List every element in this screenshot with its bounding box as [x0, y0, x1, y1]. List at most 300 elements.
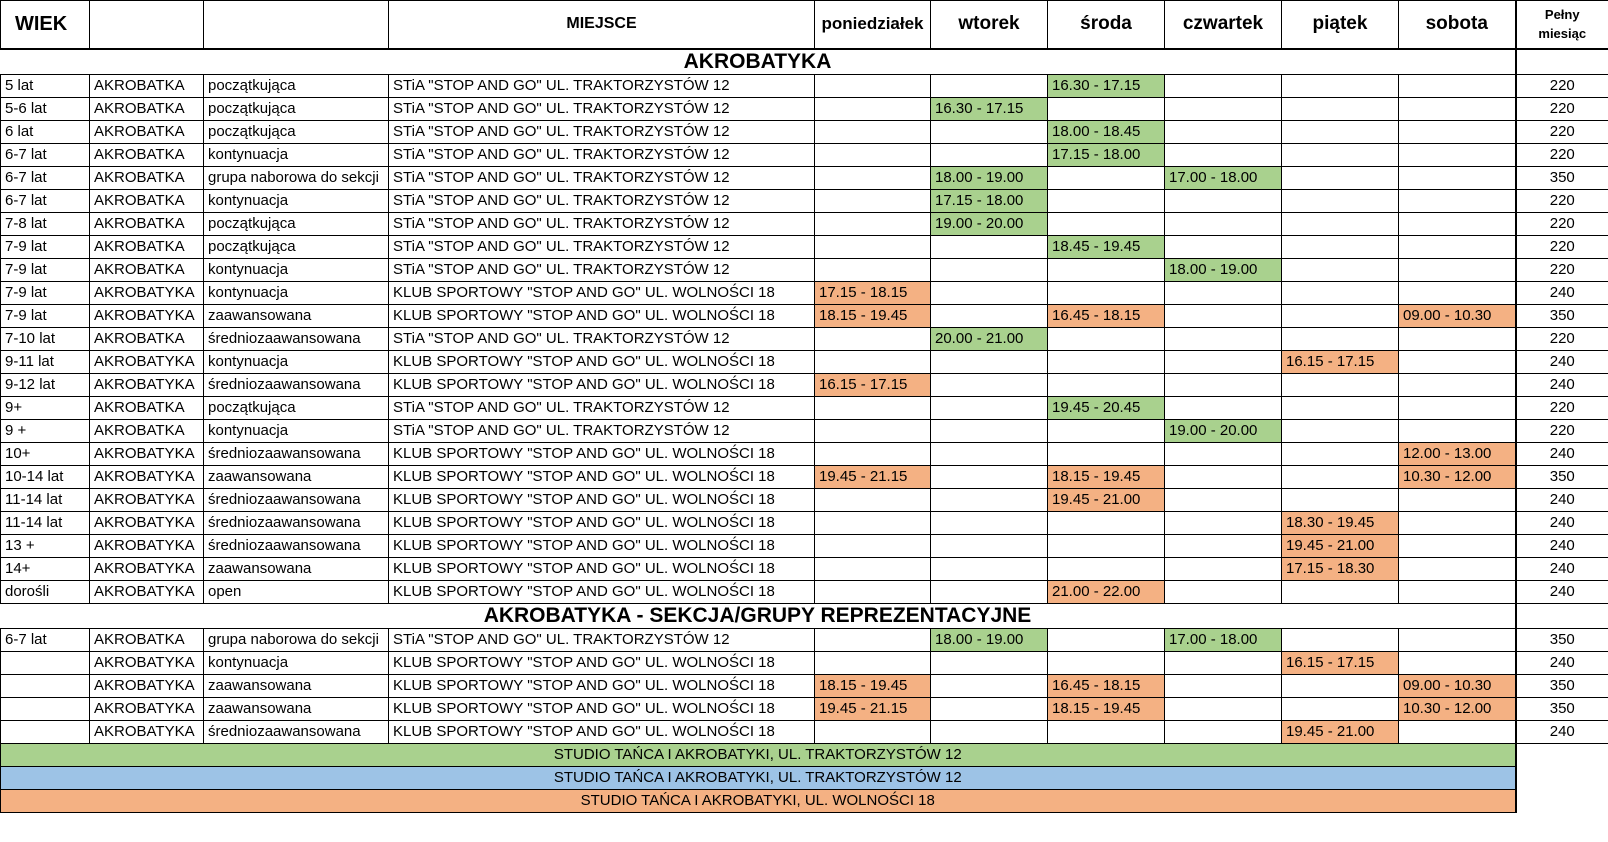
cell-discipline: AKROBATYKA [90, 580, 204, 603]
cell-discipline: AKROBATYKA [90, 488, 204, 511]
cell-time-wednesday [1048, 189, 1165, 212]
cell-discipline: AKROBATYKA [90, 697, 204, 720]
header-day-wednesday: środa [1048, 1, 1165, 49]
cell-time-saturday [1399, 350, 1516, 373]
cell-time-saturday [1399, 511, 1516, 534]
cell-age [1, 674, 90, 697]
cell-time-thursday [1165, 534, 1282, 557]
cell-time-thursday [1165, 327, 1282, 350]
cell-time-tuesday [931, 304, 1048, 327]
cell-level: średniozaawansowana [204, 511, 389, 534]
cell-time-saturday [1399, 534, 1516, 557]
cell-time-friday: 16.15 - 17.15 [1282, 350, 1399, 373]
cell-time-saturday: 10.30 - 12.00 [1399, 465, 1516, 488]
section-header-row [1, 603, 1608, 628]
cell-price: 220 [1516, 212, 1608, 235]
cell-discipline: AKROBATKA [90, 120, 204, 143]
cell-price: 240 [1516, 281, 1608, 304]
cell-time-saturday [1399, 557, 1516, 580]
cell-level: grupa naborowa do sekcji [204, 628, 389, 651]
cell-age: 11-14 lat [1, 511, 90, 534]
cell-time-friday [1282, 166, 1399, 189]
cell-age: 5-6 lat [1, 97, 90, 120]
header-full-month [1516, 1, 1608, 49]
cell-time-saturday [1399, 651, 1516, 674]
cell-price: 240 [1516, 557, 1608, 580]
table-row [1, 488, 1608, 511]
section-price-cell [1516, 603, 1608, 628]
cell-discipline: AKROBATYKA [90, 304, 204, 327]
cell-place: KLUB SPORTOWY "STOP AND GO" UL. WOLNOŚCI 18 [389, 580, 815, 603]
table-row [1, 511, 1608, 534]
table-row [1, 465, 1608, 488]
header-full-month-line1: Pełny [1544, 7, 1580, 23]
cell-time-thursday [1165, 212, 1282, 235]
cell-discipline: AKROBATYKA [90, 674, 204, 697]
cell-time-wednesday [1048, 720, 1165, 743]
cell-time-wednesday: 19.45 - 21.00 [1048, 488, 1165, 511]
cell-time-friday [1282, 697, 1399, 720]
cell-time-thursday: 19.00 - 20.00 [1165, 419, 1282, 442]
cell-place: KLUB SPORTOWY "STOP AND GO" UL. WOLNOŚCI 18 [389, 350, 815, 373]
cell-time-tuesday [931, 74, 1048, 97]
cell-time-monday [815, 212, 931, 235]
cell-price: 240 [1516, 488, 1608, 511]
table-row [1, 143, 1608, 166]
table-row [1, 720, 1608, 743]
cell-time-tuesday: 16.30 - 17.15 [931, 97, 1048, 120]
cell-discipline: AKROBATYKA [90, 511, 204, 534]
cell-time-monday [815, 327, 931, 350]
cell-time-monday: 19.45 - 21.15 [815, 697, 931, 720]
cell-time-tuesday [931, 465, 1048, 488]
cell-time-tuesday [931, 373, 1048, 396]
cell-discipline: AKROBATKA [90, 189, 204, 212]
cell-discipline: AKROBATKA [90, 212, 204, 235]
cell-place: STiA "STOP AND GO" UL. TRAKTORZYSTÓW 12 [389, 189, 815, 212]
cell-discipline: AKROBATKA [90, 235, 204, 258]
cell-discipline: AKROBATKA [90, 327, 204, 350]
cell-level: zaawansowana [204, 304, 389, 327]
cell-time-thursday: 18.00 - 19.00 [1165, 258, 1282, 281]
cell-time-friday: 18.30 - 19.45 [1282, 511, 1399, 534]
cell-price: 350 [1516, 304, 1608, 327]
table-row [1, 396, 1608, 419]
cell-place: STiA "STOP AND GO" UL. TRAKTORZYSTÓW 12 [389, 258, 815, 281]
cell-time-monday [815, 258, 931, 281]
cell-time-monday: 17.15 - 18.15 [815, 281, 931, 304]
cell-time-friday [1282, 235, 1399, 258]
cell-price: 350 [1516, 674, 1608, 697]
cell-time-thursday: 17.00 - 18.00 [1165, 166, 1282, 189]
cell-level: kontynuacja [204, 258, 389, 281]
cell-level: początkująca [204, 74, 389, 97]
header-place: MIEJSCE [389, 1, 815, 49]
cell-level: średniozaawansowana [204, 720, 389, 743]
cell-age: 6-7 lat [1, 628, 90, 651]
cell-discipline: AKROBATYKA [90, 534, 204, 557]
cell-time-wednesday: 19.45 - 20.45 [1048, 396, 1165, 419]
cell-time-saturday [1399, 212, 1516, 235]
header-col2 [90, 1, 204, 49]
header-day-friday: piątek [1282, 1, 1399, 49]
cell-time-saturday: 09.00 - 10.30 [1399, 304, 1516, 327]
cell-time-tuesday [931, 697, 1048, 720]
cell-age: 11-14 lat [1, 488, 90, 511]
cell-time-monday [815, 120, 931, 143]
cell-age: 7-8 lat [1, 212, 90, 235]
cell-time-thursday [1165, 580, 1282, 603]
cell-time-monday [815, 557, 931, 580]
cell-discipline: AKROBATKA [90, 419, 204, 442]
cell-time-friday: 16.15 - 17.15 [1282, 651, 1399, 674]
cell-place: STiA "STOP AND GO" UL. TRAKTORZYSTÓW 12 [389, 97, 815, 120]
cell-age: 7-9 lat [1, 258, 90, 281]
cell-time-monday [815, 534, 931, 557]
cell-time-tuesday [931, 258, 1048, 281]
cell-time-tuesday [931, 281, 1048, 304]
section-header-row [1, 49, 1608, 75]
cell-age: 9-12 lat [1, 373, 90, 396]
header-age: WIEK [1, 1, 90, 49]
cell-time-wednesday: 21.00 - 22.00 [1048, 580, 1165, 603]
cell-time-friday [1282, 281, 1399, 304]
cell-time-friday: 19.45 - 21.00 [1282, 720, 1399, 743]
cell-place: KLUB SPORTOWY "STOP AND GO" UL. WOLNOŚCI 18 [389, 488, 815, 511]
legend-empty-cell [1516, 743, 1608, 766]
cell-time-friday [1282, 419, 1399, 442]
table-row [1, 697, 1608, 720]
cell-level: kontynuacja [204, 143, 389, 166]
cell-time-wednesday [1048, 281, 1165, 304]
cell-age: 9-11 lat [1, 350, 90, 373]
cell-time-tuesday: 17.15 - 18.00 [931, 189, 1048, 212]
cell-time-thursday [1165, 143, 1282, 166]
cell-time-tuesday [931, 120, 1048, 143]
cell-price: 220 [1516, 258, 1608, 281]
cell-time-friday [1282, 258, 1399, 281]
cell-time-tuesday [931, 580, 1048, 603]
cell-time-saturday: 12.00 - 13.00 [1399, 442, 1516, 465]
cell-price: 220 [1516, 235, 1608, 258]
cell-time-friday [1282, 396, 1399, 419]
cell-level: kontynuacja [204, 189, 389, 212]
cell-discipline: AKROBATKA [90, 258, 204, 281]
legend-empty-cell [1516, 789, 1608, 812]
cell-time-wednesday: 18.00 - 18.45 [1048, 120, 1165, 143]
cell-level: średniozaawansowana [204, 534, 389, 557]
cell-time-tuesday: 18.00 - 19.00 [931, 628, 1048, 651]
cell-age: 6-7 lat [1, 189, 90, 212]
cell-time-friday [1282, 580, 1399, 603]
table-row [1, 580, 1608, 603]
section-title: AKROBATYKA - SEKCJA/GRUPY REPREZENTACYJNE [1, 603, 1516, 628]
cell-time-wednesday: 18.15 - 19.45 [1048, 465, 1165, 488]
cell-time-thursday [1165, 697, 1282, 720]
cell-time-friday [1282, 143, 1399, 166]
cell-age [1, 697, 90, 720]
cell-age: 7-10 lat [1, 327, 90, 350]
cell-age: 7-9 lat [1, 304, 90, 327]
cell-time-thursday [1165, 511, 1282, 534]
table-row [1, 97, 1608, 120]
cell-time-monday [815, 350, 931, 373]
cell-place: KLUB SPORTOWY "STOP AND GO" UL. WOLNOŚCI 18 [389, 697, 815, 720]
cell-place: KLUB SPORTOWY "STOP AND GO" UL. WOLNOŚCI 18 [389, 651, 815, 674]
cell-place: STiA "STOP AND GO" UL. TRAKTORZYSTÓW 12 [389, 143, 815, 166]
cell-time-monday: 18.15 - 19.45 [815, 304, 931, 327]
cell-time-wednesday [1048, 97, 1165, 120]
cell-discipline: AKROBATYKA [90, 557, 204, 580]
table-row [1, 258, 1608, 281]
cell-price: 220 [1516, 189, 1608, 212]
cell-time-wednesday: 16.45 - 18.15 [1048, 674, 1165, 697]
cell-level: kontynuacja [204, 350, 389, 373]
cell-time-tuesday [931, 442, 1048, 465]
cell-price: 350 [1516, 697, 1608, 720]
cell-price: 220 [1516, 120, 1608, 143]
cell-time-tuesday [931, 557, 1048, 580]
cell-time-monday [815, 511, 931, 534]
cell-time-thursday [1165, 557, 1282, 580]
cell-price: 220 [1516, 419, 1608, 442]
cell-time-saturday [1399, 281, 1516, 304]
cell-place: KLUB SPORTOWY "STOP AND GO" UL. WOLNOŚCI 18 [389, 534, 815, 557]
cell-age: 7-9 lat [1, 235, 90, 258]
header-day-monday: poniedziałek [815, 1, 931, 49]
cell-time-wednesday [1048, 212, 1165, 235]
cell-time-wednesday: 18.15 - 19.45 [1048, 697, 1165, 720]
cell-time-tuesday [931, 143, 1048, 166]
legend-label: STUDIO TAŃCA I AKROBATYKI, UL. WOLNOŚCI 18 [1, 789, 1516, 812]
cell-level: początkująca [204, 120, 389, 143]
cell-level: zaawansowana [204, 557, 389, 580]
cell-time-saturday [1399, 488, 1516, 511]
cell-time-monday [815, 580, 931, 603]
cell-time-tuesday [931, 235, 1048, 258]
cell-time-friday [1282, 327, 1399, 350]
cell-time-saturday [1399, 327, 1516, 350]
cell-age: 14+ [1, 557, 90, 580]
cell-time-friday [1282, 74, 1399, 97]
cell-time-saturday: 09.00 - 10.30 [1399, 674, 1516, 697]
header-day-saturday: sobota [1399, 1, 1516, 49]
cell-time-friday [1282, 120, 1399, 143]
cell-time-saturday [1399, 396, 1516, 419]
cell-price: 350 [1516, 628, 1608, 651]
cell-time-saturday [1399, 120, 1516, 143]
cell-level: zaawansowana [204, 674, 389, 697]
cell-level: początkująca [204, 235, 389, 258]
cell-time-thursday [1165, 396, 1282, 419]
cell-price: 220 [1516, 97, 1608, 120]
cell-place: KLUB SPORTOWY "STOP AND GO" UL. WOLNOŚCI 18 [389, 442, 815, 465]
table-row [1, 373, 1608, 396]
table-row [1, 557, 1608, 580]
cell-place: KLUB SPORTOWY "STOP AND GO" UL. WOLNOŚCI 18 [389, 304, 815, 327]
cell-price: 350 [1516, 166, 1608, 189]
table-row [1, 534, 1608, 557]
header-row [1, 1, 1608, 49]
cell-place: STiA "STOP AND GO" UL. TRAKTORZYSTÓW 12 [389, 166, 815, 189]
legend-label: STUDIO TAŃCA I AKROBATYKI, UL. TRAKTORZYSTÓW 12 [1, 766, 1516, 789]
cell-level: średniozaawansowana [204, 327, 389, 350]
cell-time-friday [1282, 488, 1399, 511]
cell-discipline: AKROBATKA [90, 166, 204, 189]
cell-time-saturday [1399, 74, 1516, 97]
table-row [1, 350, 1608, 373]
cell-time-thursday [1165, 442, 1282, 465]
cell-time-monday [815, 488, 931, 511]
cell-place: KLUB SPORTOWY "STOP AND GO" UL. WOLNOŚCI 18 [389, 281, 815, 304]
cell-time-thursday [1165, 720, 1282, 743]
table-row [1, 442, 1608, 465]
cell-time-wednesday: 16.45 - 18.15 [1048, 304, 1165, 327]
cell-level: początkująca [204, 97, 389, 120]
table-row [1, 235, 1608, 258]
cell-place: KLUB SPORTOWY "STOP AND GO" UL. WOLNOŚCI 18 [389, 720, 815, 743]
cell-price: 240 [1516, 580, 1608, 603]
cell-age: 10-14 lat [1, 465, 90, 488]
cell-age: 10+ [1, 442, 90, 465]
cell-time-saturday: 10.30 - 12.00 [1399, 697, 1516, 720]
cell-time-monday [815, 628, 931, 651]
cell-time-monday [815, 396, 931, 419]
cell-time-thursday [1165, 97, 1282, 120]
cell-age: 7-9 lat [1, 281, 90, 304]
cell-time-saturday [1399, 628, 1516, 651]
cell-time-friday: 19.45 - 21.00 [1282, 534, 1399, 557]
cell-time-monday [815, 235, 931, 258]
cell-time-monday [815, 97, 931, 120]
cell-time-thursday [1165, 651, 1282, 674]
cell-time-monday [815, 720, 931, 743]
header-col3 [204, 1, 389, 49]
cell-level: średniozaawansowana [204, 442, 389, 465]
cell-time-wednesday [1048, 350, 1165, 373]
cell-place: STiA "STOP AND GO" UL. TRAKTORZYSTÓW 12 [389, 74, 815, 97]
cell-place: KLUB SPORTOWY "STOP AND GO" UL. WOLNOŚCI 18 [389, 674, 815, 697]
cell-place: STiA "STOP AND GO" UL. TRAKTORZYSTÓW 12 [389, 419, 815, 442]
legend-label: STUDIO TAŃCA I AKROBATYKI, UL. TRAKTORZYSTÓW 12 [1, 743, 1516, 766]
cell-level: grupa naborowa do sekcji [204, 166, 389, 189]
cell-place: STiA "STOP AND GO" UL. TRAKTORZYSTÓW 12 [389, 628, 815, 651]
cell-time-tuesday [931, 720, 1048, 743]
cell-discipline: AKROBATYKA [90, 651, 204, 674]
cell-time-thursday [1165, 74, 1282, 97]
cell-time-friday [1282, 674, 1399, 697]
cell-age: 9 + [1, 419, 90, 442]
cell-price: 220 [1516, 327, 1608, 350]
cell-time-tuesday: 18.00 - 19.00 [931, 166, 1048, 189]
cell-time-saturday [1399, 166, 1516, 189]
cell-discipline: AKROBATYKA [90, 465, 204, 488]
cell-age [1, 651, 90, 674]
cell-time-wednesday [1048, 419, 1165, 442]
header-day-thursday: czwartek [1165, 1, 1282, 49]
cell-time-thursday [1165, 120, 1282, 143]
cell-age: 6-7 lat [1, 166, 90, 189]
cell-time-thursday [1165, 281, 1282, 304]
section-title: AKROBATYKA [1, 49, 1516, 75]
table-row [1, 189, 1608, 212]
cell-discipline: AKROBATKA [90, 143, 204, 166]
cell-time-friday [1282, 628, 1399, 651]
cell-time-friday [1282, 189, 1399, 212]
cell-time-saturday [1399, 720, 1516, 743]
cell-age: 13 + [1, 534, 90, 557]
table-row [1, 212, 1608, 235]
cell-time-tuesday [931, 488, 1048, 511]
cell-time-wednesday [1048, 534, 1165, 557]
cell-time-friday [1282, 373, 1399, 396]
cell-discipline: AKROBATYKA [90, 373, 204, 396]
cell-age: dorośli [1, 580, 90, 603]
cell-place: STiA "STOP AND GO" UL. TRAKTORZYSTÓW 12 [389, 396, 815, 419]
cell-time-thursday [1165, 189, 1282, 212]
section-price-cell [1516, 49, 1608, 75]
cell-time-wednesday [1048, 511, 1165, 534]
cell-price: 240 [1516, 373, 1608, 396]
cell-place: STiA "STOP AND GO" UL. TRAKTORZYSTÓW 12 [389, 120, 815, 143]
cell-time-monday [815, 419, 931, 442]
legend-empty-cell [1516, 766, 1608, 789]
cell-time-saturday [1399, 97, 1516, 120]
cell-time-saturday [1399, 373, 1516, 396]
cell-time-thursday [1165, 488, 1282, 511]
cell-discipline: AKROBATKA [90, 396, 204, 419]
cell-level: zaawansowana [204, 697, 389, 720]
cell-price: 240 [1516, 534, 1608, 557]
legend-row [1, 789, 1608, 812]
cell-time-monday: 19.45 - 21.15 [815, 465, 931, 488]
table-row [1, 304, 1608, 327]
cell-time-monday [815, 442, 931, 465]
cell-time-friday [1282, 442, 1399, 465]
cell-time-friday [1282, 212, 1399, 235]
cell-time-wednesday [1048, 557, 1165, 580]
cell-time-monday: 16.15 - 17.15 [815, 373, 931, 396]
cell-level: kontynuacja [204, 281, 389, 304]
cell-time-saturday [1399, 419, 1516, 442]
cell-time-wednesday [1048, 166, 1165, 189]
cell-level: open [204, 580, 389, 603]
cell-age: 5 lat [1, 74, 90, 97]
table-row [1, 281, 1608, 304]
cell-time-wednesday: 17.15 - 18.00 [1048, 143, 1165, 166]
cell-time-thursday [1165, 674, 1282, 697]
table-row [1, 327, 1608, 350]
cell-level: początkująca [204, 396, 389, 419]
cell-time-monday [815, 143, 931, 166]
cell-time-saturday [1399, 189, 1516, 212]
cell-discipline: AKROBATKA [90, 74, 204, 97]
cell-discipline: AKROBATYKA [90, 281, 204, 304]
header-full-month-line2: miesiąc [1538, 26, 1587, 42]
cell-time-monday [815, 651, 931, 674]
cell-time-thursday: 17.00 - 18.00 [1165, 628, 1282, 651]
cell-discipline: AKROBATKA [90, 97, 204, 120]
cell-time-tuesday [931, 534, 1048, 557]
cell-time-friday [1282, 465, 1399, 488]
table-row [1, 120, 1608, 143]
table-row [1, 419, 1608, 442]
header-day-tuesday: wtorek [931, 1, 1048, 49]
legend-row [1, 766, 1608, 789]
cell-time-thursday [1165, 235, 1282, 258]
cell-time-wednesday [1048, 628, 1165, 651]
cell-time-saturday [1399, 143, 1516, 166]
